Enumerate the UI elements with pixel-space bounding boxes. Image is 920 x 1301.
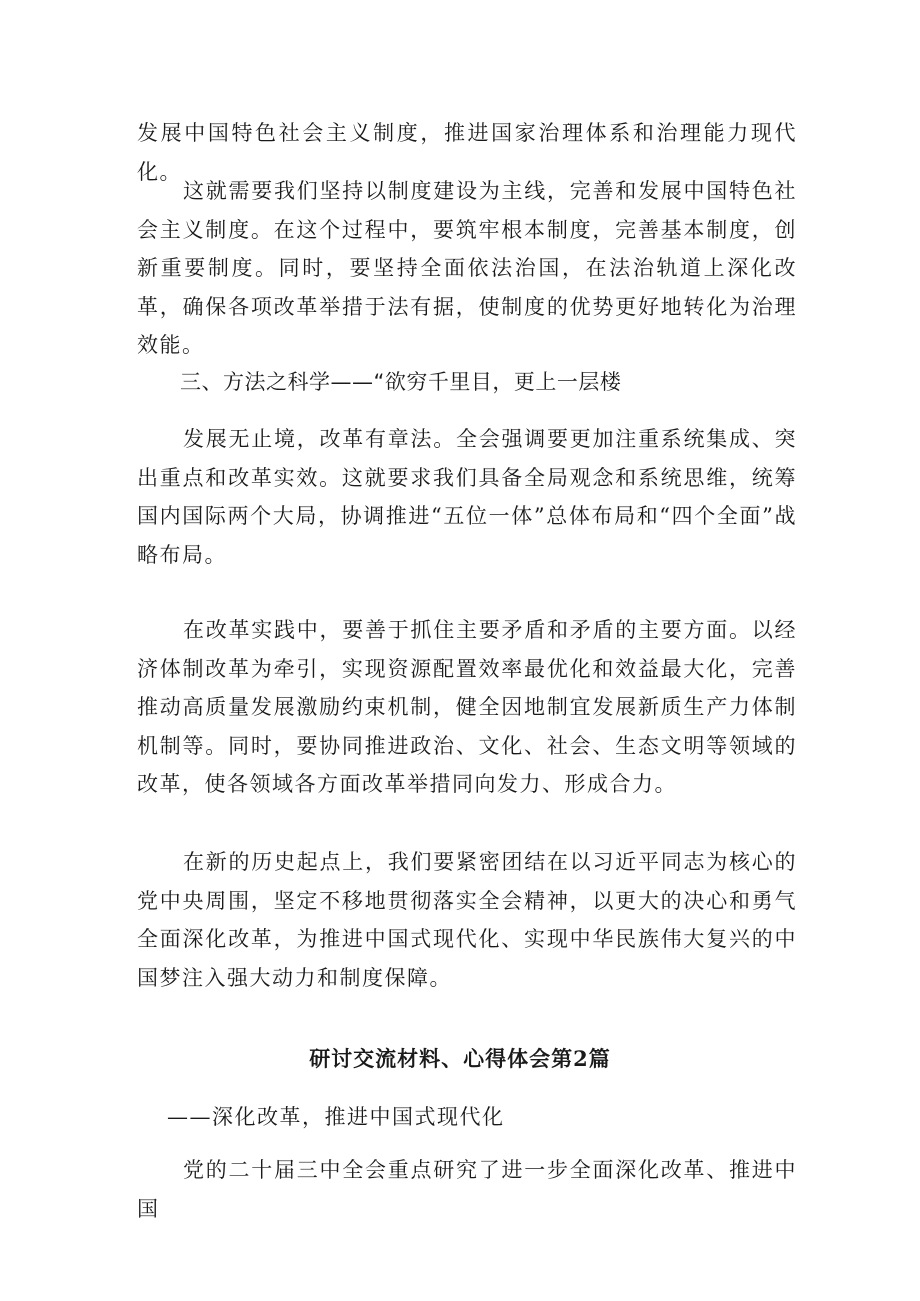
paragraph-continuation: 发展中国特色社会主义制度，推进国家治理体系和治理能力现代化。 [137,121,797,184]
paragraph-institution-building: 这就需要我们坚持以制度建设为主线，完善和发展中国特色社会主义制度。在这个过程中，要筑牢根本制度，完善基本制度，创新重要制度。同时，要坚持全面依法治国，在法治轨道上深化改革，确保各项改革举措于法有据，使制度的优势更好地转化为治理效能。 [137,179,797,357]
paragraph-article2-intro: 党的二十届三中全会重点研究了进一步全面深化改革、推进中国 [137,1158,797,1221]
section-heading-three: 三、方法之科学——“欲穷千里目，更上一层楼 [180,370,622,394]
paragraph-new-starting-point: 在新的历史起点上，我们要紧密团结在以习近平同志为核心的党中央周围，坚定不移地贯彻落实全会精神，以更大的决心和勇气全面深化改革，为推进中国式现代化、实现中华民族伟大复兴的中国梦注入强大动力和制度保障。 [137,850,797,990]
paragraph-reform-practice: 在改革实践中，要善于抓住主要矛盾和矛盾的主要方面。以经济体制改革为牵引，实现资源配置效率最优化和效益最大化，完善推动高质量发展激励约束机制，健全因地制宜发展新质生产力体制机制等。同时，要协同推进政治、文化、社会、生态文明等领域的改革，使各领域各方面改革举措同向发力、形成合力。 [137,618,797,796]
article-title-2: 研讨交流材料、心得体会第2篇 [309,1046,611,1071]
paragraph-reform-method: 发展无止境，改革有章法。全会强调要更加注重系统集成、突出重点和改革实效。这就要求我们具备全局观念和系统思维，统筹国内国际两个大局，协调推进“五位一体”总体布局和“四个全面”战略布局。 [137,427,797,567]
article-subtitle-2: ——深化改革，推进中国式现代化 [167,1105,505,1129]
